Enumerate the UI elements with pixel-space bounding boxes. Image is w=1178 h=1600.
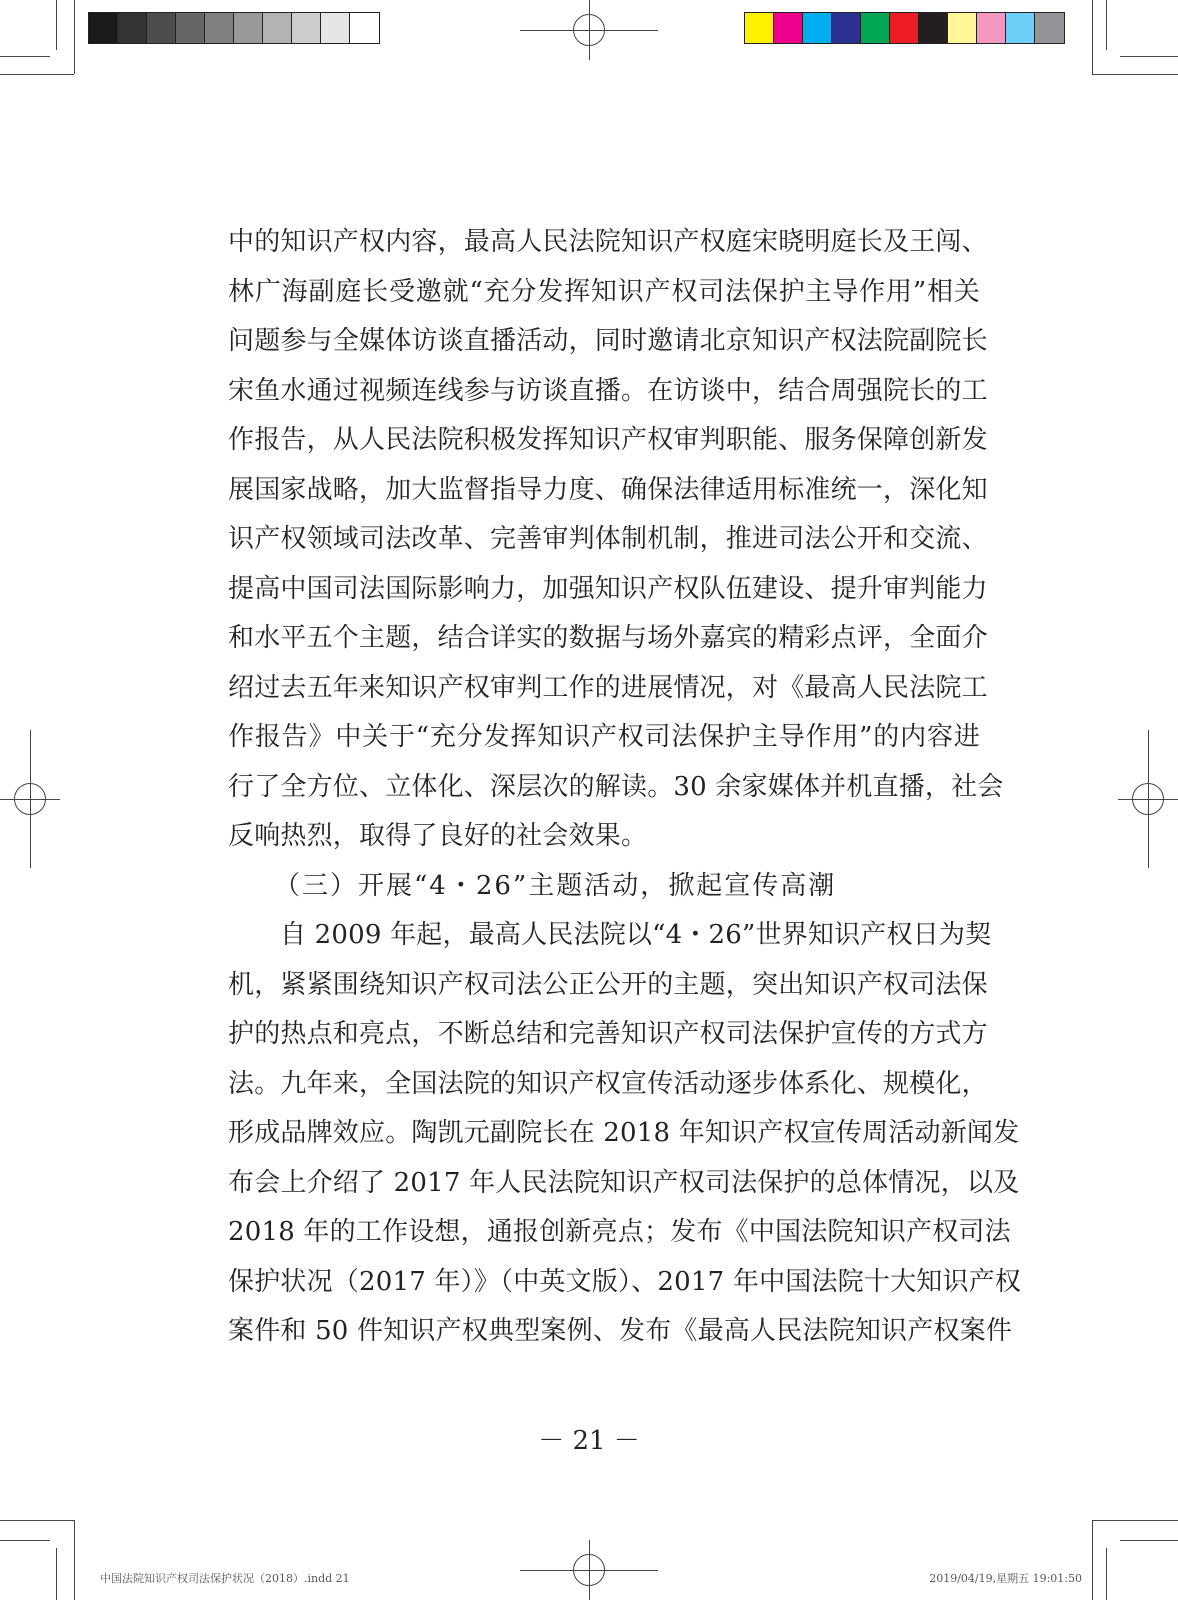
text-line: 形成品牌效应。陶凯元副院长在 2018 年知识产权宣传周活动新闻发 [228, 1118, 1020, 1148]
color-swatch [1035, 13, 1064, 43]
crop-mark [1120, 56, 1178, 57]
crop-mark [1148, 730, 1149, 868]
color-swatch [803, 13, 832, 43]
text-line: 展国家战略，加大监督指导力度、确保法律适用标准统一，深化知 [228, 474, 988, 505]
text-line: 案件和 50 件知识产权典型案例、发布《最高人民法院知识产权案件 [228, 1316, 1013, 1346]
text-line: 行了全方位、立体化、深层次的解读。30 余家媒体并机直播，社会 [228, 771, 1004, 802]
footer-timestamp: 2019/04/19,星期五 19:01:50 [929, 1572, 1082, 1585]
text-line: 林广海副庭长受邀就“充分发挥知识产权司法保护主导作用”相关 [228, 276, 980, 307]
color-swatch [147, 13, 176, 43]
text-line: 机，紧紧围绕知识产权司法公正公开的主题，突出知识产权司法保 [228, 969, 988, 1000]
color-swatch [890, 13, 919, 43]
crop-mark [1092, 0, 1093, 74]
color-swatch [919, 13, 948, 43]
text-line: 2018 年的工作设想，通报创新亮点；发布《中国法院知识产权司法 [228, 1217, 1011, 1247]
crop-mark [0, 56, 50, 57]
crop-mark [589, 0, 590, 60]
text-line: 和水平五个主题，结合详实的数据与场外嘉宾的精彩点评，全面介 [228, 623, 988, 653]
crop-mark [0, 74, 74, 75]
color-swatch [774, 13, 803, 43]
text-line: 自 2009 年起，最高人民法院以“4・26”世界知识产权日为契 [280, 920, 992, 950]
section-heading: （三）开展“4・26”主题活动，掀起宣传高潮 [274, 870, 837, 901]
color-swatch [263, 13, 292, 43]
text-line: 布会上介绍了 2017 年人民法院知识产权司法保护的总体情况，以及 [228, 1167, 1020, 1198]
footer-file-info: 中国法院知识产权司法保护状况（2018）.indd 21 [100, 1572, 350, 1585]
crop-mark [74, 1520, 75, 1600]
color-swatch [948, 13, 977, 43]
color-swatch [234, 13, 263, 43]
text-line: 护的热点和亮点，不断总结和完善知识产权司法保护宣传的方式方 [228, 1019, 988, 1049]
text-line: 保护状况（2017 年）》（中英文版）、2017 年中国法院十大知识产权 [228, 1266, 1022, 1297]
crop-mark [30, 730, 31, 868]
color-swatch [118, 13, 147, 43]
crop-mark [1092, 74, 1178, 75]
color-swatch [292, 13, 321, 43]
crop-mark [0, 1520, 74, 1521]
crop-mark [1092, 1520, 1093, 1600]
page-number: － 21 － [538, 1426, 640, 1456]
color-swatch [321, 13, 350, 43]
color-swatch [745, 13, 774, 43]
body-text [228, 218, 1022, 1357]
color-swatch [89, 13, 118, 43]
crop-mark [1106, 1548, 1107, 1600]
text-line: 绍过去五年来知识产权审判工作的进展情况，对《最高人民法院工 [228, 672, 988, 703]
text-line: 提高中国司法国际影响力，加强知识产权队伍建设、提升审判能力 [228, 573, 988, 604]
crop-mark [0, 1540, 50, 1541]
color-swatch [205, 13, 234, 43]
color-swatch [1006, 13, 1035, 43]
text-line: 问题参与全媒体访谈直播活动，同时邀请北京知识产权法院副院长 [228, 326, 988, 356]
text-line: 法。九年来，全国法院的知识产权宣传活动逐步体系化、规模化， [228, 1068, 988, 1099]
color-swatch [350, 13, 379, 43]
crop-mark [56, 0, 57, 50]
text-line: 反响热烈，取得了良好的社会效果。 [228, 821, 648, 851]
color-swatch [176, 13, 205, 43]
grayscale-color-bar [88, 12, 380, 44]
crop-mark [56, 1548, 57, 1600]
crop-mark [1106, 0, 1107, 50]
color-swatch [832, 13, 861, 43]
text-line: 宋鱼水通过视频连线参与访谈直播。在访谈中，结合周强院长的工 [228, 375, 988, 406]
text-line: 中的知识产权内容，最高人民法院知识产权庭宋晓明庭长及王闯、 [228, 227, 988, 257]
crop-mark [1092, 1520, 1178, 1521]
color-swatch [861, 13, 890, 43]
process-color-bar [744, 12, 1065, 44]
color-swatch [977, 13, 1006, 43]
text-line: 识产权领域司法改革、完善审判体制机制，推进司法公开和交流、 [228, 524, 988, 554]
text-line: 作报告》中关于“充分发挥知识产权司法保护主导作用”的内容进 [228, 722, 980, 752]
text-line: 作报告，从人民法院积极发挥知识产权审判职能、服务保障创新发 [228, 425, 988, 455]
crop-mark [74, 0, 75, 74]
crop-mark [589, 1540, 590, 1600]
crop-mark [1120, 1540, 1178, 1541]
